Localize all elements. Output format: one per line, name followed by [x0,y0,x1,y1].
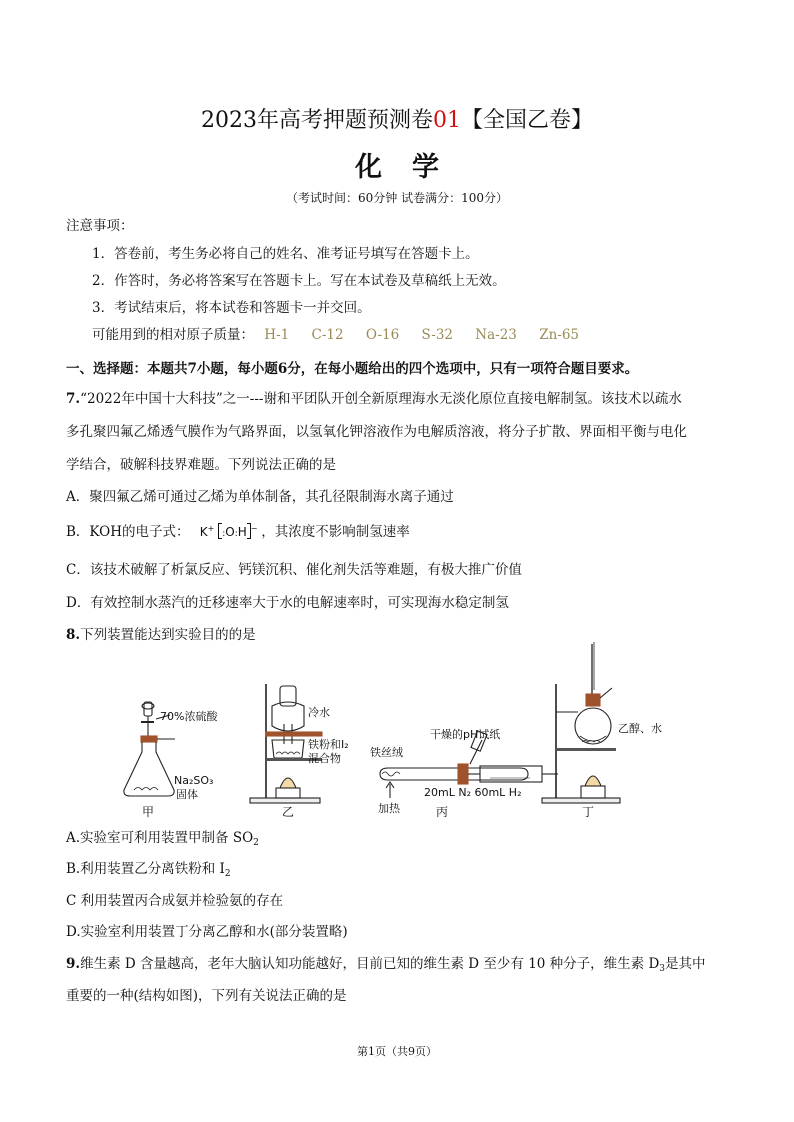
question-number: 7. [66,391,81,407]
exam-info: （考试时间：60分钟 试卷满分：100分） [286,191,508,205]
yi-water-label: 冷水 [308,706,330,719]
apparatus-yi [250,684,349,819]
stem-line: 多孔聚四氟乙烯透气膜作为气路界面，以氢氧化钾溶液作为电解质溶液，将分子扩散、界面相平衡与电化 [66,424,687,440]
option-text: A.实验室可利用装置甲制备 SO [66,830,254,846]
stem-line-end: 是其中 [665,956,706,972]
subscript: 2 [224,869,231,879]
question-7-stem [66,387,682,407]
jia-solid-label: 固体 [176,788,198,801]
page-footer: 第1页（共9页） [357,1045,437,1058]
subject-title: 化学 [355,152,469,183]
q8-option-b [66,857,231,879]
subscript: 2 [253,838,259,848]
jia-solid-formula: Na₂SO₃ [174,774,214,787]
section-heading: 一、选择题：本题共7小题，每小题6分，在每小题给出的四个选项中，只有一项符合题目要求。 [66,361,639,377]
option-a: A．聚四氟乙烯可通过乙烯为单体制备，其孔径限制海水离子通过 [66,489,454,505]
question-9-stem [66,952,706,974]
title-text: 2023年高考押题预测卷 [200,108,433,133]
option-d: D．有效控制水蒸汽的迁移速率大于水的电解速率时，可实现海水稳定制氢 [66,595,509,611]
option-text: B.利用装置乙分离铁粉和 I [66,861,225,877]
note-item: 3．考试结束后，将本试卷和答题卡一并交回。 [92,300,371,316]
stem-line: “2022年中国十大科技”之一---谢和平团队开创全新原理海水无淡化原位直接电解制氢。该技术以疏水 [80,391,682,407]
atomic-mass-item: H-1 [264,327,290,343]
stem-line: 维生素 D 含量越高，老年大脑认知功能越好，目前已知的维生素 D 至少有 10 种分子，维生素 D [80,956,660,972]
q8-option-c: C 利用装置丙合成氨并检验氨的存在 [66,893,284,909]
option-b-text: ，其浓度不影响制氢速率 [261,524,410,540]
bing-gas-label: 20mL N₂ 60mL H₂ [424,786,522,799]
formula-k: K [199,525,208,539]
note-item: 2．作答时，务必将答案写在答题卡上。写在本试卷及草稿纸上无效。 [92,273,506,289]
stem-line: 下列装置能达到实验目的的是 [80,627,256,643]
paper-title [0,103,794,134]
yi-name: 乙 [282,805,295,819]
yi-mix-label-1: 铁粉和I₂ [308,738,349,751]
option-b-label: B．KOH的电子式： [66,524,190,540]
stem-line: 重要的一种(结构如图)，下列有关说法正确的是 [66,988,347,1004]
ding-name: 丁 [582,805,595,819]
atomic-mass-line [92,323,579,343]
stem-line: 学结合，破解科技界难题。下列说法正确的是 [66,457,336,473]
apparatus-figure [120,640,690,822]
title-number: 01 [432,108,461,133]
atomic-mass-item: Zn-65 [539,327,580,343]
atomic-mass-item: Na-23 [475,327,517,343]
atomic-mass-label: 可能用到的相对原子质量： [92,327,254,343]
subscript: 3 [659,964,666,974]
atomic-mass-item: C-12 [311,327,344,343]
jia-acid-label: 70%浓硫酸 [160,710,218,723]
apparatus-ding [542,642,662,819]
question-number: 8. [66,627,81,643]
formula-h: H [237,525,247,539]
atomic-mass-item: O-16 [365,327,400,343]
bing-wool-label: 铁丝绒 [370,746,403,759]
bing-name: 丙 [436,805,449,819]
question-number: 9. [66,956,81,972]
apparatus-bing [370,727,558,819]
atomic-mass-item: S-32 [421,327,453,343]
apparatus-jia [124,702,219,819]
bing-heat-label: 加热 [378,802,400,815]
note-item: 1．答卷前，考生务必将自己的姓名、准考证号填写在答题卡上。 [92,246,479,262]
ding-liquid-label: 乙醇、水 [618,722,662,735]
jia-name: 甲 [142,805,155,819]
q8-option-a [66,826,259,848]
option-b [66,520,410,540]
option-c: C．该技术破解了析氯反应、钙镁沉积、催化剂失活等难题，有极大推广价值 [66,562,522,578]
formula-o: O [225,525,235,539]
yi-mix-label-2: 混合物 [308,752,341,765]
q8-option-d: D.实验室利用装置丁分离乙醇和水(部分装置略) [66,924,348,940]
title-suffix: 【全国乙卷】 [460,108,593,133]
bing-paper-label: 干燥的pH试纸 [430,728,501,741]
notes-heading: 注意事项： [66,218,134,234]
electron-formula: K+ :O:H − [199,524,258,539]
